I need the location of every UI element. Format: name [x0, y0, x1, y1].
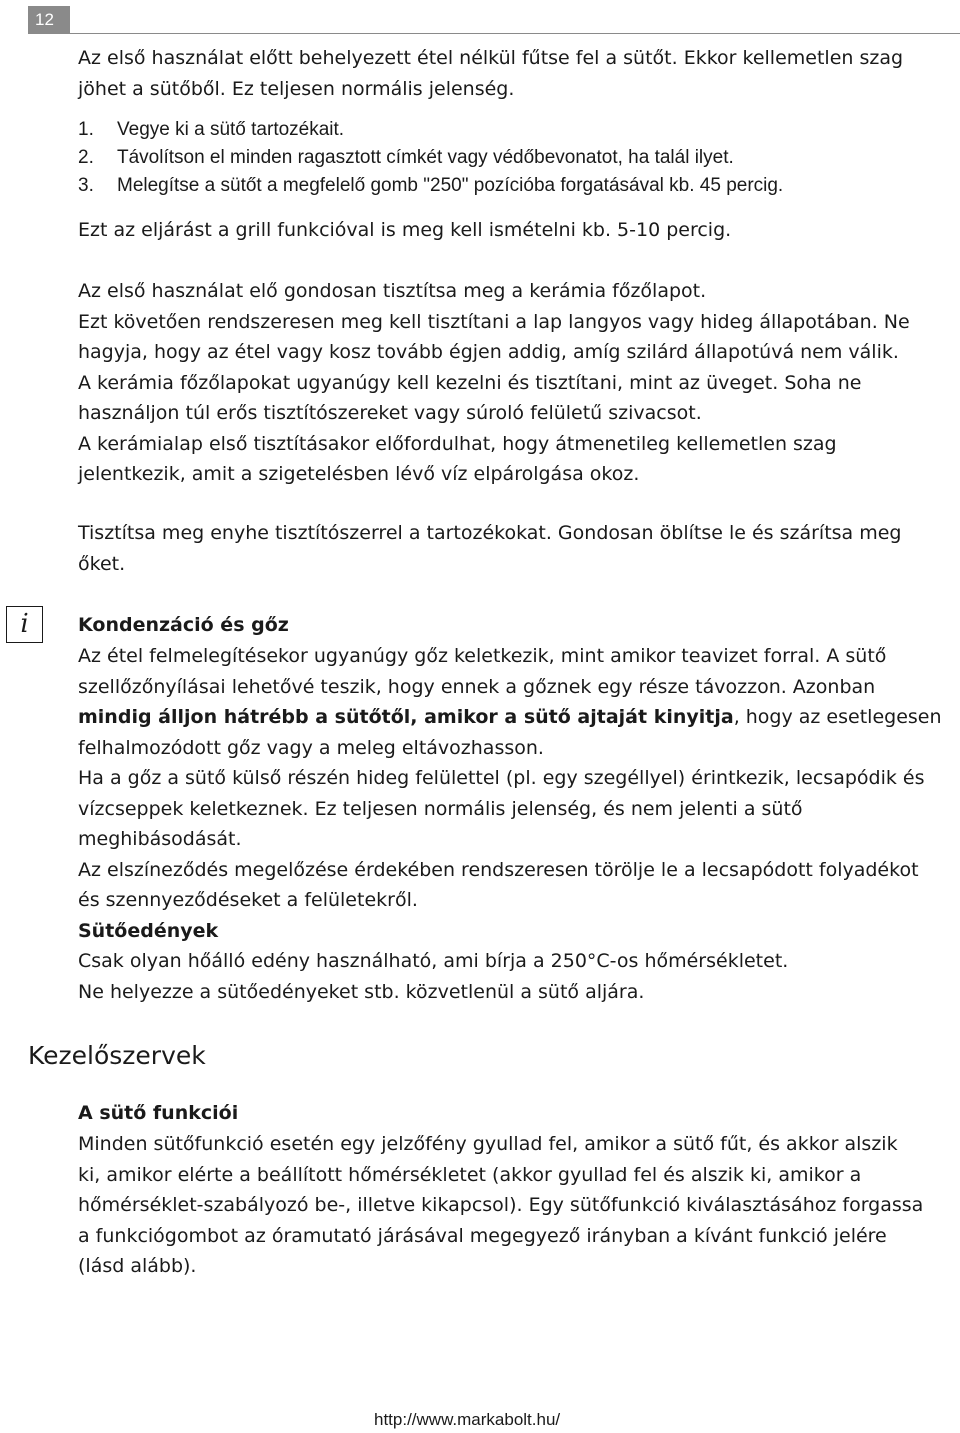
list-item [78, 144, 960, 172]
ceramic-line: hagyja, hogy az étel vagy kosz tovább égjen addig, amíg szilárd állapotúvá nem válik. [78, 341, 899, 363]
step-text: Vegye ki a sütő tartozékait. [117, 119, 345, 140]
cookware-line: Ne helyezze a sütőedényeket stb. közvetlenül a sütő aljára. [78, 980, 645, 1003]
oven-functions-line: ki, amikor elérte a beállított hőmérsékletet (akkor gyullad fel és alszik ki, amikor a [78, 1163, 862, 1186]
condensation-line: Ha a gőz a sütő külső részén hideg felülettel (pl. egy szegéllyel) érintkezik, lecsapódik és [78, 767, 925, 789]
accessories-paragraph [78, 518, 960, 579]
condensation-paragraph [78, 641, 960, 916]
page-number: 12 [28, 6, 70, 34]
condensation-line: vízcseppek keletkeznek. Ez teljesen normális jelenség, és nem jelenti a sütő [78, 797, 803, 820]
oven-functions-heading: A sütő funkciói [78, 1102, 239, 1124]
step-text: Távolítson el minden ragasztott címkét vagy védőbevonatot, ha talál ilyet. [117, 147, 734, 168]
condensation-line: felhalmozódott gőz vagy a meleg eltávozhasson. [78, 736, 544, 759]
condensation-line: és szennyeződéseket a felületekről. [78, 889, 418, 911]
oven-functions-paragraph [78, 1129, 960, 1282]
list-item [78, 116, 960, 144]
condensation-line [78, 702, 960, 733]
step-number: 3. [78, 175, 94, 196]
section-title: Kezelőszervek [28, 1041, 206, 1070]
oven-functions-line: a funkciógombot az óramutató járásával megegyező irányban a kívánt funkció jelére [78, 1224, 887, 1247]
condensation-line: Az elszíneződés megelőzése érdekében rendszeresen törölje le a lecsapódott folyadékot [78, 858, 919, 881]
ceramic-line: jelentkezik, amit a szigetelésben lévő víz elpárolgása okoz. [78, 463, 640, 485]
intro-paragraph [78, 43, 960, 104]
info-icon: i [6, 606, 43, 643]
ceramic-line: A kerámialap első tisztításakor előfordulhat, hogy átmenetileg kellemetlen szag [78, 432, 837, 455]
step-text: Melegítse a sütőt a megfelelő gomb "250" pozícióba forgatásával kb. 45 percig. [117, 175, 784, 196]
ceramic-hob-paragraph [78, 276, 960, 490]
cookware-paragraph [78, 946, 960, 1007]
condensation-heading: Kondenzáció és gőz [78, 614, 289, 636]
intro-line: Az első használat előtt behelyezett étel nélkül fűtse fel a sütőt. Ekkor kellemetlen szag [78, 47, 904, 69]
condensation-line: szellőzőnyílásai lehetővé teszik, hogy ennek a gőznek egy része távozzon. Azonban [78, 675, 876, 698]
oven-functions-line: Minden sütőfunkció esetén egy jelzőfény gyullad fel, amikor a sütő fűt, és akkor alszik [78, 1133, 898, 1155]
intro-line: jöhet a sütőből. Ez teljesen normális jelenség. [78, 77, 515, 100]
accessories-line: őket. [78, 552, 126, 575]
header-rule [70, 33, 960, 34]
ceramic-line: Az első használat elő gondosan tisztítsa meg a kerámia főzőlapot. [78, 280, 707, 302]
ceramic-line: Ezt követően rendszeresen meg kell tisztítani a lap langyos vagy hideg állapotában. Ne [78, 310, 910, 333]
first-use-steps [78, 116, 960, 200]
step-number: 1. [78, 119, 94, 140]
ceramic-line: A kerámia főzőlapokat ugyanúgy kell kezelni és tisztítani, mint az üveget. Soha ne [78, 371, 862, 394]
condensation-warning-rest: , hogy az esetlegesen [733, 706, 942, 728]
oven-functions-line: (lásd alább). [78, 1255, 197, 1277]
oven-functions-line: hőmérséklet-szabályozó be-, illetve kikapcsol). Egy sütőfunkció kiválasztásához forgassa [78, 1194, 924, 1216]
footer-url: http://www.markabolt.hu/ [374, 1410, 561, 1429]
condensation-line: Az étel felmelegítésekor ugyanúgy gőz keletkezik, mint amikor teavizet forral. A sütő [78, 645, 887, 667]
ceramic-line: használjon túl erős tisztítószereket vagy súroló felületű szivacsot. [78, 402, 702, 424]
accessories-line: Tisztítsa meg enyhe tisztítószerrel a tartozékokat. Gondosan öblítse le és szárítsa meg [78, 522, 902, 544]
step-number: 2. [78, 147, 94, 168]
cookware-heading: Sütőedények [78, 920, 219, 942]
cookware-line: Csak olyan hőálló edény használható, ami bírja a 250°C-os hőmérsékletet. [78, 950, 789, 972]
condensation-warning: mindig álljon hátrébb a sütőtől, amikor a sütő ajtaját kinyitja [78, 706, 734, 728]
grill-note [78, 215, 960, 246]
list-item [78, 172, 960, 200]
grill-note-text: Ezt az eljárást a grill funkcióval is meg kell ismételni kb. 5-10 percig. [78, 219, 732, 241]
condensation-line: meghibásodását. [78, 828, 242, 850]
